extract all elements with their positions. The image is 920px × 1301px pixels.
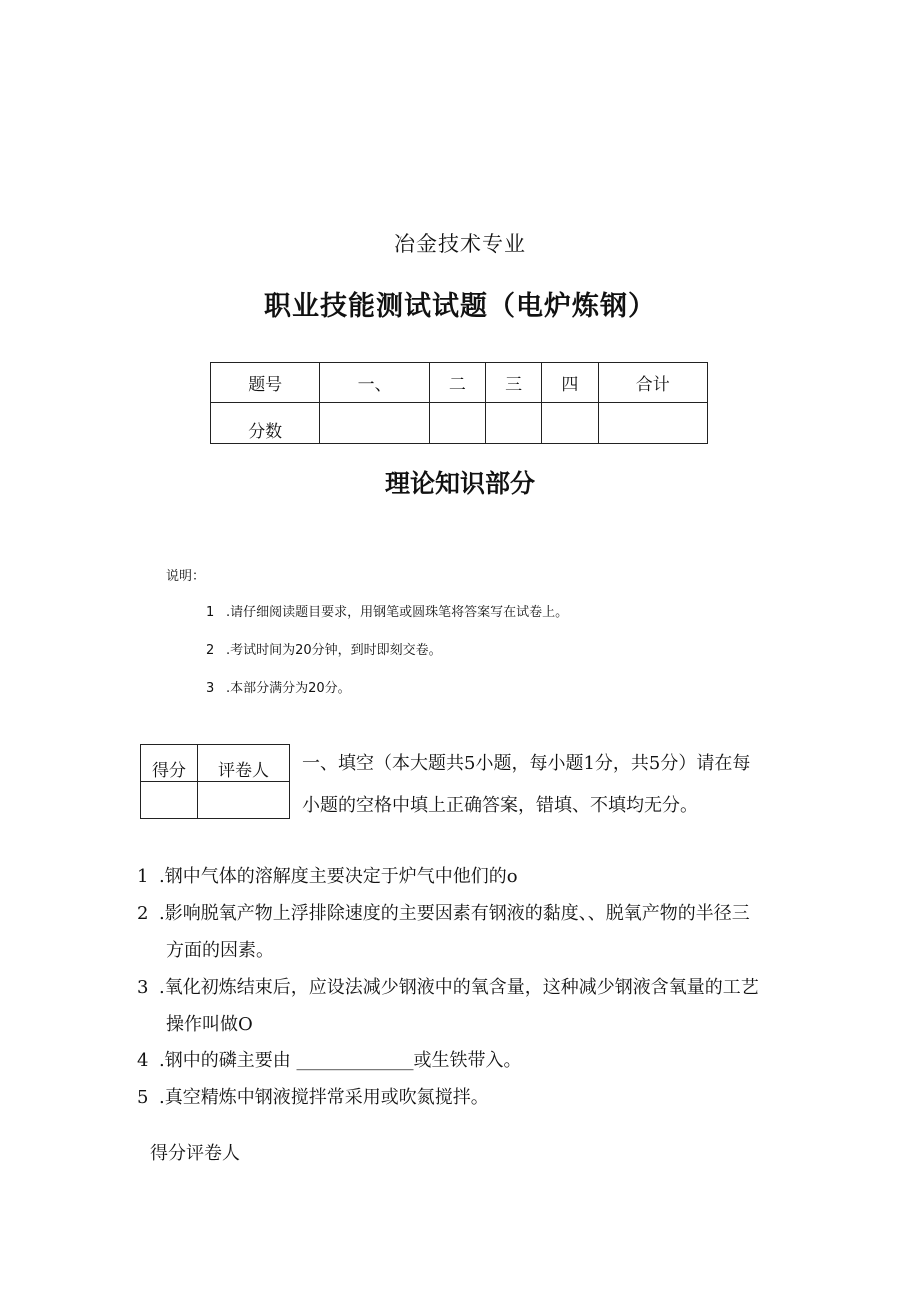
question-number: 5 <box>137 1087 149 1108</box>
note-number: 3 <box>206 681 215 696</box>
grader-label-footer: 得分评卷人 <box>150 1143 240 1164</box>
grader-cell[interactable] <box>198 782 290 819</box>
column-header: 三 <box>486 363 542 403</box>
column-header: 合计 <box>598 363 707 403</box>
note-number: 2 <box>206 643 215 658</box>
note-text: .本部分满分为20分。 <box>226 681 351 696</box>
column-header: 二 <box>429 363 485 403</box>
question-number: 4 <box>137 1050 149 1071</box>
question-text: .影响脱氧产物上浮排除速度的主要因素有钢液的黏度、、脱氧产物的半径三 <box>159 903 750 924</box>
notes-label: 说明： <box>166 569 206 584</box>
question-item <box>137 977 759 999</box>
note-number: 1 <box>206 605 215 620</box>
score-cell[interactable] <box>429 403 485 444</box>
score-cell[interactable] <box>320 403 429 444</box>
score-cell[interactable] <box>598 403 707 444</box>
question-text: .钢中的磷主要由 _____________或生铁带入。 <box>159 1050 522 1071</box>
note-text: .请仔细阅读题目要求，用钢笔或圆珠笔将答案写在试卷上。 <box>226 605 569 620</box>
note-item <box>206 677 351 696</box>
question-text: .氧化初炼结束后，应设法减少钢液中的氧含量，这种减少钢液含氧量的工艺 <box>159 977 759 998</box>
question-number: 2 <box>137 903 149 924</box>
page-title: 职业技能测试试题（电炉炼钢） <box>264 291 656 322</box>
question-number: 3 <box>137 977 149 998</box>
question-number: 1 <box>137 866 149 887</box>
question-text-continued: 方面的因素。 <box>166 940 274 961</box>
grader-table <box>140 744 290 819</box>
question-item <box>137 903 750 925</box>
note-text: .考试时间为20分钟，到时即刻交卷。 <box>226 643 442 658</box>
question-item <box>137 1087 489 1109</box>
section-title: 理论知识部分 <box>384 469 535 498</box>
score-label: 分数 <box>211 403 320 444</box>
note-item <box>206 601 568 620</box>
question-item <box>137 1050 521 1072</box>
subtitle: 冶金技术专业 <box>394 232 526 256</box>
score-table-score-row <box>211 403 708 444</box>
column-header: 四 <box>542 363 598 403</box>
question-item <box>137 866 518 888</box>
grader-label: 评卷人 <box>198 745 290 782</box>
question-text: .钢中气体的溶解度主要决定于炉气中他们的o <box>159 866 518 887</box>
score-cell[interactable] <box>141 782 198 819</box>
column-header: 一、 <box>320 363 429 403</box>
score-label: 得分 <box>141 745 198 782</box>
question-text: .真空精炼中钢液搅拌常采用或吹氮搅拌。 <box>159 1087 489 1108</box>
part1-instruction-line2: 小题的空格中填上正确答案，错填、不填均无分。 <box>302 795 698 816</box>
note-item <box>206 639 442 658</box>
score-cell[interactable] <box>486 403 542 444</box>
score-table <box>210 362 708 444</box>
score-cell[interactable] <box>542 403 598 444</box>
question-number-label: 题号 <box>211 363 320 403</box>
part1-instruction-line1: 一、填空（本大题共5小题，每小题1分，共5分）请在每 <box>302 753 751 774</box>
score-table-header-row <box>211 363 708 403</box>
question-text-continued: 操作叫做O <box>166 1014 253 1035</box>
